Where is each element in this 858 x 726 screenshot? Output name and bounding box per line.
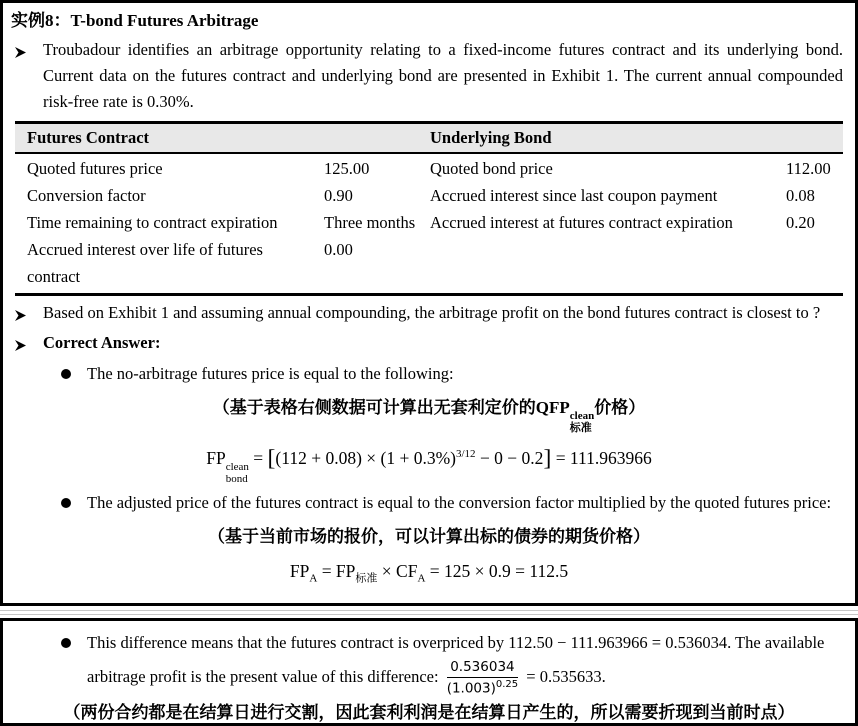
table-cell-label: Conversion factor [27, 186, 146, 205]
exhibit-table [15, 121, 843, 296]
formula1-sub: bond [225, 472, 248, 485]
formula2-t2: = FP [317, 561, 356, 582]
table-cell-value: 0.20 [786, 213, 815, 232]
formula1-exponent: 3/12 [456, 448, 476, 461]
conclusion-note: （两份合约都是在结算日进行交割，因此套利利润是在结算日产生的，所以需要折现到当前时点） [63, 702, 795, 722]
table-cell-value: 0.08 [786, 186, 815, 205]
fraction-den-base: (1.003) [446, 680, 496, 697]
arrow-bullet-icon [13, 335, 29, 351]
conclusion-section [0, 618, 858, 726]
formula2-s3: A [417, 572, 426, 585]
conclusion-text-pre: This difference means that the futures contract is overpriced by 112.50 − 111.963966 = 0.536034. The available arbitrage profit is the present value of this difference: [87, 633, 825, 687]
formula1-open-bracket: [ [267, 445, 276, 472]
exhibit-header-futures: Futures Contract [27, 128, 150, 147]
page-title-zh: 实例8： [11, 11, 71, 30]
table-cell-empty [786, 236, 843, 290]
formula2-t3: × CF [377, 561, 418, 582]
page-title [3, 3, 855, 33]
page-title-en: T-bond Futures Arbitrage [70, 11, 259, 30]
answer-point-2-text: The adjusted price of the futures contract is equal to the conversion factor multiplied by the quoted futures price: [87, 493, 832, 513]
note-1-pre: （基于表格右侧数据可计算出无套利定价的QFP [212, 398, 570, 417]
formula1-supsub [226, 462, 249, 485]
answer-point-1 [3, 361, 855, 387]
divider-line [0, 614, 858, 615]
formula-adjusted-price [3, 556, 855, 594]
formula1-result: = 111.963966 [551, 447, 652, 468]
divider-line [0, 610, 858, 611]
table-cell-value: 125.00 [324, 159, 370, 178]
formula1-body: (112 + 0.08) × (1 + 0.3%) [275, 447, 456, 468]
formula1-base: FP [206, 447, 226, 468]
table-cell-label: Accrued interest over life of futures contract [27, 240, 263, 286]
table-cell-label: Accrued interest since last coupon payment [430, 186, 718, 205]
fraction [447, 659, 518, 698]
formula2-s1: A [309, 572, 318, 585]
table-cell-label: Quoted bond price [430, 159, 553, 178]
formula1-tail: − 0 − 0.2 [475, 447, 544, 468]
table-cell-value: 0.00 [324, 240, 353, 259]
arrow-bullet-icon [13, 42, 29, 58]
table-cell-value: 0.90 [324, 186, 353, 205]
formula1-sup: clean [225, 461, 249, 474]
fraction-den-exponent: 0.25 [495, 678, 519, 690]
conclusion-paragraph [3, 625, 855, 698]
table-cell-label: Quoted futures price [27, 159, 163, 178]
answer-point-1-text: The no-arbitrage futures price is equal to the following: [87, 364, 454, 383]
annotation-note-1 [3, 394, 855, 434]
intro-paragraph [3, 37, 855, 115]
question-text: Based on Exhibit 1 and assuming annual compounding, the arbitrage profit on the bond futures contract is closest to ? [43, 303, 821, 322]
question-paragraph [3, 300, 855, 326]
exhibit-header-bond: Underlying Bond [430, 128, 552, 147]
table-cell-value: Three months [324, 213, 416, 232]
bullet-dot-icon [61, 638, 71, 648]
section-divider [0, 606, 858, 618]
table-cell-value: 112.00 [786, 159, 831, 178]
answer-heading-text: Correct Answer: [43, 333, 161, 352]
intro-text: Troubadour identifies an arbitrage opportunity relating to a fixed-income futures contract and its underlying bond. Current data on the futures contract and underlying bond are presented in Exhibit 1. The current annual compounded risk-free rate is 0.30%. [43, 40, 843, 111]
table-cell-label: Time remaining to contract expiration [27, 213, 278, 232]
note-1-supsub [570, 411, 594, 434]
note-1-post: 价格） [594, 398, 646, 417]
conclusion-text-post: = 0.535633. [522, 667, 606, 687]
answer-point-2 [3, 490, 855, 516]
fraction-denominator [447, 678, 518, 698]
arrow-bullet-icon [13, 305, 29, 321]
formula2-t4: = 125 × 0.9 = 112.5 [425, 561, 569, 582]
exhibit-header-row [15, 124, 843, 154]
answer-heading-paragraph [3, 330, 855, 356]
formula1-close-bracket: ] [543, 445, 552, 472]
exhibit-body [15, 154, 843, 293]
note-1-sub: 标准 [569, 421, 592, 434]
bullet-dot-icon [61, 369, 71, 379]
note-1-sup: clean [569, 410, 595, 423]
formula2-t1: FP [289, 561, 310, 582]
table-cell-label: Accrued interest at futures contract expiration [430, 213, 733, 232]
formula1-equals: = [248, 447, 268, 468]
table-cell-empty [418, 236, 786, 290]
formula2-s2: 标准 [355, 572, 378, 585]
annotation-note-2: （基于当前市场的报价，可以计算出标的债券的期货价格） [208, 527, 650, 547]
fraction-numerator: 0.536034 [447, 659, 518, 678]
formula-no-arbitrage-price [3, 439, 855, 485]
bullet-dot-icon [61, 498, 71, 508]
